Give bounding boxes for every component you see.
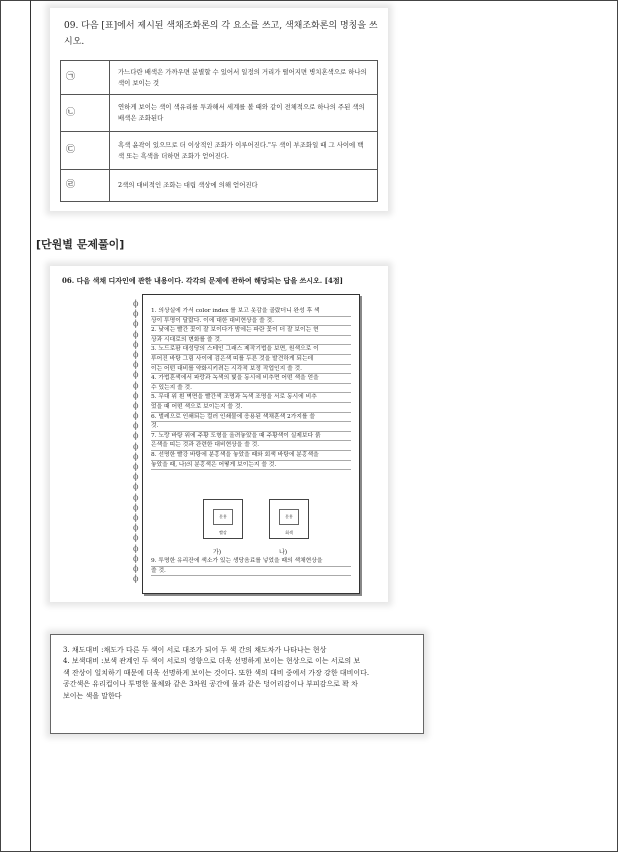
- notebook-line: 6. 벌레으로 인쇄되는 컬러 인쇄물에 응용된 색채혼색 2가지를 쓸: [151, 413, 351, 423]
- sample-inner: 분홍: [279, 509, 299, 525]
- notebook-line: 7. 노랑 바탕 위에 주황 도형을 올려놓았을 때 주황색이 실제보다 붉: [151, 432, 351, 442]
- notebook-line: 5. 무대 위 흰 벽면을 빨간색 조명과 녹색 조명을 서로 동시에 비추: [151, 393, 351, 403]
- notebook-text: [151, 307, 351, 470]
- answer-line: 공간색은 유리컵이나 투명한 물체와 같은 3차원 공간에 물과 같은 덩어리감이나 부피감으로 꽉 차: [63, 680, 358, 689]
- notebook-line: 것.: [151, 422, 351, 432]
- margin-line: [30, 0, 31, 852]
- color-samples: [203, 499, 323, 543]
- table-row: [61, 170, 378, 202]
- label-b: 나): [279, 549, 288, 556]
- sample-box-b: [269, 499, 309, 539]
- notebook-line: 8. 선명한 빨강 바탕에 분홍색을 놓았을 때와 회색 바탕에 분홍색을: [151, 451, 351, 461]
- row-mark: ㉣: [61, 170, 110, 202]
- row-text: 가느다란 배색은 가까우면 분별할 수 있어서 일정의 거리가 떨어지면 병치혼색으로 하나의 색이 보이는 것: [110, 61, 378, 95]
- notebook-line: 루어진 바탕 그림 사이에 검은색 띠를 두른 것을 발견하게 되는데: [151, 355, 351, 365]
- answer-line: 4. 보색대비 :보색 관계인 두 색이 서로의 영향으로 더욱 선명하게 보이는 현상으로 이는 서로의 보: [63, 657, 361, 666]
- notebook-line: 쓸 것.: [151, 567, 351, 577]
- sample-box-a: [203, 499, 243, 539]
- sample-caption: 회색: [285, 530, 293, 535]
- question-09-card: [50, 8, 388, 211]
- notebook-line: 4. 가법혼색에서 파랑과 녹색의 빛을 동시에 비추면 어떤 색을 얻을: [151, 374, 351, 384]
- section-heading: [단원별 문제풀이]: [36, 238, 125, 251]
- row-mark: ㉢: [61, 132, 110, 170]
- table-row: [61, 132, 378, 170]
- sample-caption: 빨강: [219, 530, 227, 535]
- notebook-line: 2. 낮에는 빨간 꽃이 잘 보이다가 밤에는 파란 꽃이 더 잘 보이는 현: [151, 326, 351, 336]
- answer-text: [63, 645, 415, 702]
- notebook-image: [133, 294, 360, 594]
- notebook-line: 었을 때 어떤 색으로 보이는지 쓸 것.: [151, 403, 351, 413]
- row-mark: ㉠: [61, 61, 110, 95]
- notebook-line: 수 있는지 쓸 것.: [151, 384, 351, 394]
- row-text: 2색의 대비적인 조화는 대립 색상에 의해 얻어진다: [110, 170, 378, 202]
- spiral-binding-icon: ϕ ϕ ϕ ϕ ϕ ϕ ϕ ϕ ϕ ϕ ϕ ϕ ϕ ϕ ϕ ϕ ϕ ϕ ϕ ϕ ϕ ϕ ϕ ϕ ϕ ϕ ϕ ϕ: [133, 299, 139, 584]
- notebook-line: 놓았을 때, 나)의 분홍색은 어떻게 보이는지 쓸 것.: [151, 461, 351, 471]
- table-row: [61, 61, 378, 95]
- answer-line: 3. 채도대비 :채도가 다른 두 색이 서로 대조가 되어 두 색 간의 채도차가 나타나는 현상: [63, 646, 327, 654]
- answer-line: 보이는 색을 말한다: [63, 691, 122, 700]
- notebook-line: 1. 의상실에 가서 color index 를 보고 옷감을 골랐더니 완성 후 색: [151, 307, 351, 317]
- notebook-last-item: [151, 557, 351, 576]
- notebook-line: 상과 시대로의 변화를 쓸 것.: [151, 336, 351, 346]
- question-09-title: 09. 다음 [표]에서 제시된 색채조화론의 각 요소를 쓰고, 색채조화론의 명칭을 쓰시오.: [64, 21, 378, 47]
- notebook-line: 9. 투명한 유리잔에 색소가 있는 생당음료를 넣었을 때의 색채현상을: [151, 557, 351, 567]
- sample-inner: 분홍: [213, 509, 233, 525]
- color-harmony-table: [60, 60, 378, 202]
- notebook-line: 은색을 띠는 것과 관련한 대비현상을 쓸 것.: [151, 441, 351, 451]
- table-row: [61, 95, 378, 132]
- notebook-line: 3. 노드로팜 대성당의 스테인 그래스 제작기법을 보면, 원색으로 이: [151, 345, 351, 355]
- row-text: 연하게 보이는 색이 색유리를 투과해서 세계를 볼 때와 같이 전체적으로 하나의 주된 색의 배색은 조화된다: [110, 95, 378, 132]
- notebook-line: 이는 어떤 대비를 약화시키려는 시각적 보정 작업인지 쓸 것.: [151, 365, 351, 375]
- question-06-card: [50, 266, 388, 602]
- row-mark: ㉡: [61, 95, 110, 132]
- answer-line: 색 잔상이 일치하기 때문에 더욱 선명하게 보이는 것이다. 또한 색의 대비 중에서 가장 강한 대비이다.: [63, 668, 370, 677]
- answer-card: [50, 634, 424, 734]
- label-a: 가): [213, 549, 222, 556]
- notebook-line: 상이 투명이 달랐다. 이에 대한 대비현상을 쓸 것.: [151, 317, 351, 327]
- question-06-title: 06. 다음 색채 디자인에 관한 내용이다. 각각의 문제에 관하여 해당되는 답을 쓰시오. [4점]: [62, 276, 343, 285]
- row-text: 흑색 윤곽이 있으므로 더 이상적인 조화가 이루어진다."두 색이 부조화일 때 그 사이에 백색 또는 흑색을 더하면 조화가 얻어진다.: [110, 132, 378, 170]
